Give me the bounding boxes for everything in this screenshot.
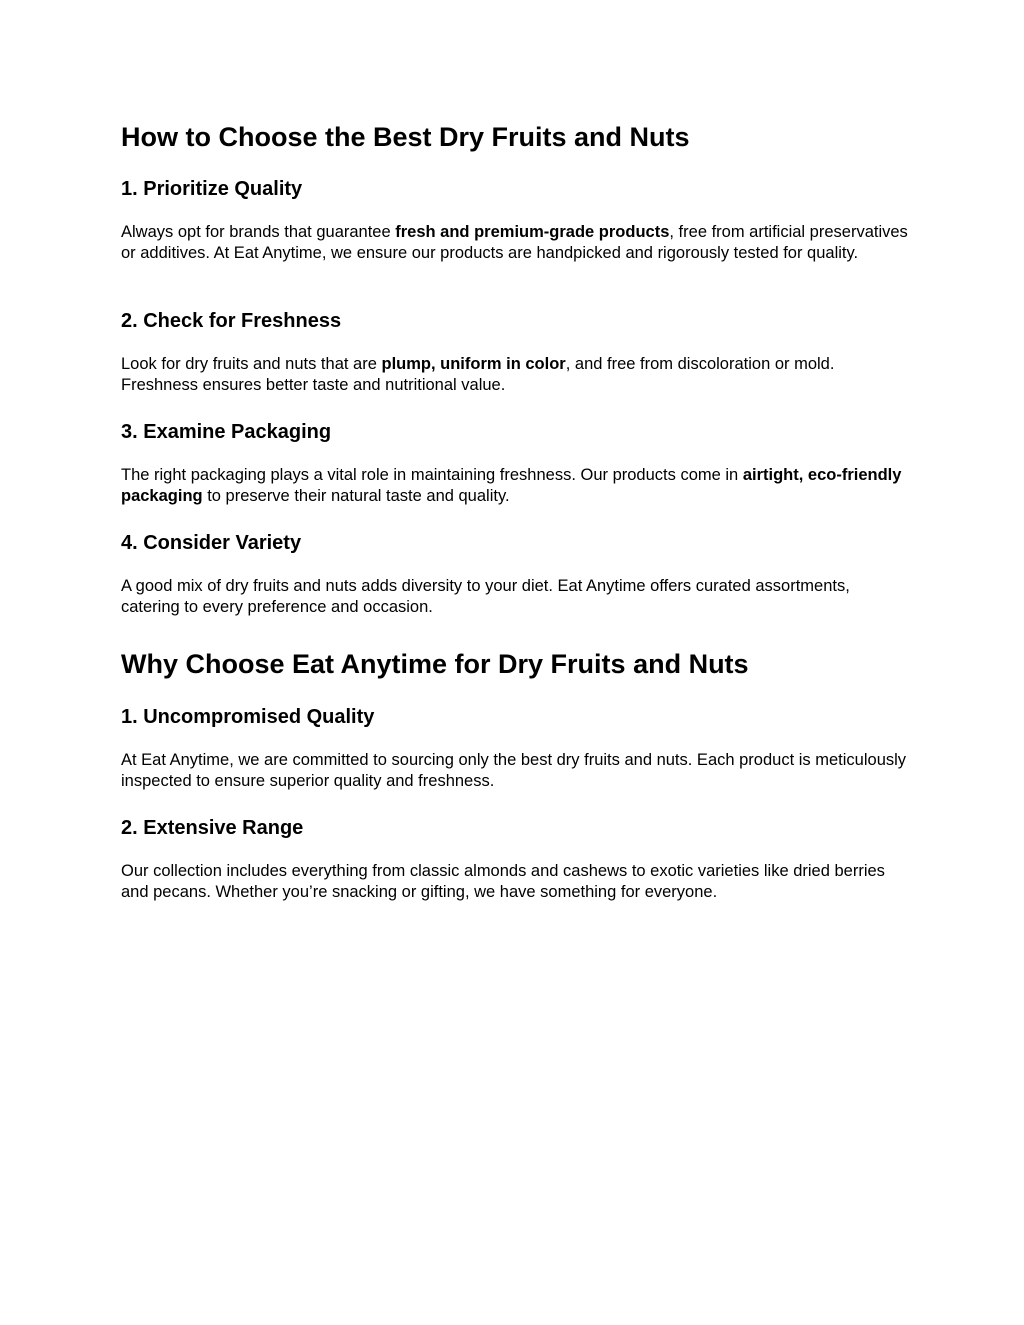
paragraph-prioritize-quality bbox=[121, 222, 911, 264]
heading-check-freshness: 2. Check for Freshness bbox=[121, 310, 342, 332]
text-segment: , and free from discoloration or mold. Freshness ensures better taste and nutritional value. bbox=[121, 355, 835, 394]
bold-text: airtight, eco-friendly packaging bbox=[121, 466, 902, 505]
heading-consider-variety: 4. Consider Variety bbox=[121, 532, 302, 554]
heading-uncompromised-quality: 1. Uncompromised Quality bbox=[121, 706, 375, 728]
text-segment: Look for dry fruits and nuts that are bbox=[121, 355, 382, 373]
section-title-why-choose: Why Choose Eat Anytime for Dry Fruits and Nuts bbox=[121, 649, 749, 679]
text-segment: Always opt for brands that guarantee bbox=[121, 223, 396, 241]
text-segment: The right packaging plays a vital role in maintaining freshness. Our products come in bbox=[121, 466, 743, 484]
bold-text: fresh and premium-grade products bbox=[395, 223, 670, 241]
paragraph-examine-packaging bbox=[121, 465, 911, 507]
paragraph-consider-variety: A good mix of dry fruits and nuts adds diversity to your diet. Eat Anytime offers curated assortments, catering to every preference and occasion. bbox=[121, 577, 850, 616]
heading-examine-packaging: 3. Examine Packaging bbox=[121, 421, 332, 443]
heading-prioritize-quality: 1. Prioritize Quality bbox=[121, 178, 303, 200]
bold-text: plump, uniform in color bbox=[381, 355, 566, 373]
section-title-how-to-choose: How to Choose the Best Dry Fruits and Nuts bbox=[121, 122, 690, 152]
paragraph-uncompromised-quality: At Eat Anytime, we are committed to sourcing only the best dry fruits and nuts. Each product is meticulously inspected to ensure superior quality and freshness. bbox=[121, 751, 907, 790]
paragraph-extensive-range: Our collection includes everything from classic almonds and cashews to exotic varieties like dried berries and pecans. Whether you’re snacking or gifting, we have something for everyone. bbox=[121, 862, 885, 901]
text-segment: to preserve their natural taste and quality. bbox=[202, 487, 510, 505]
text-segment: , free from artificial preservatives or additives. At Eat Anytime, we ensure our products are handpicked and rigorously tested for quality. bbox=[121, 223, 908, 262]
heading-extensive-range: 2. Extensive Range bbox=[121, 817, 304, 839]
paragraph-check-freshness bbox=[121, 354, 911, 396]
